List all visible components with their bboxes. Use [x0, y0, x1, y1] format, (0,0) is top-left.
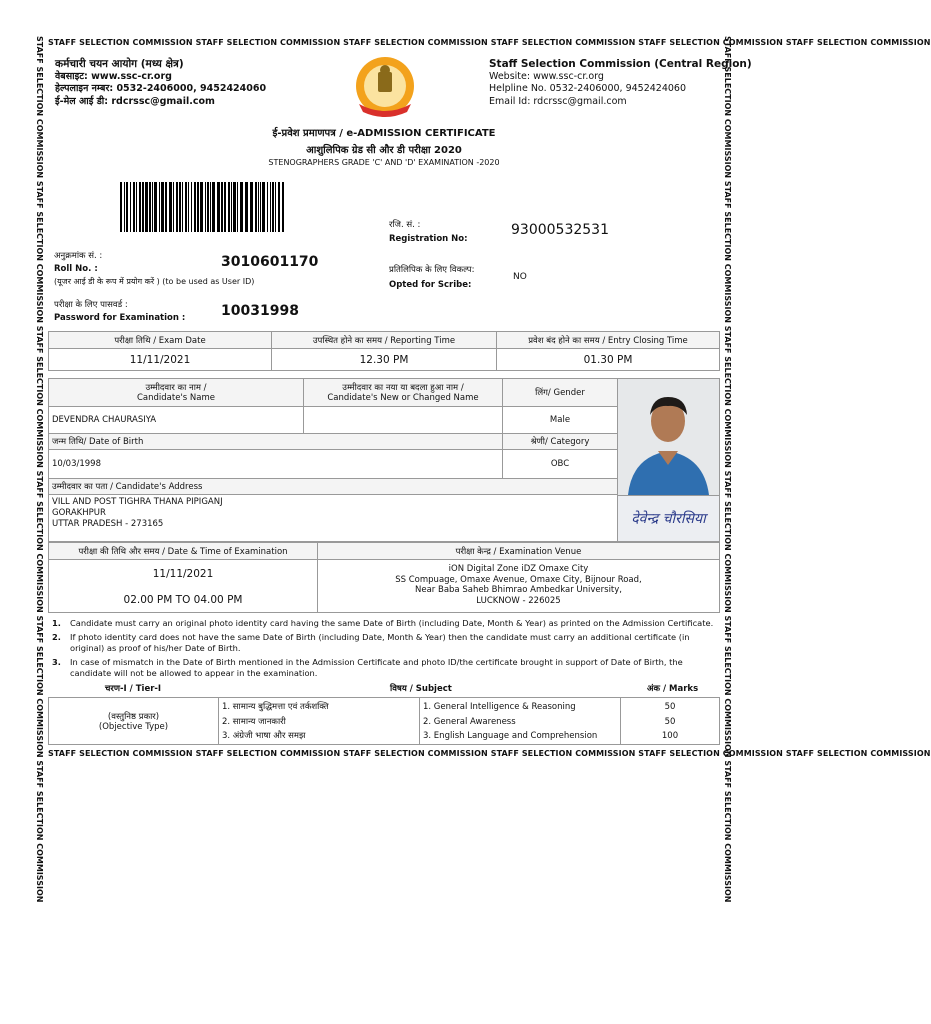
exam-title: STENOGRAPHERS GRADE 'C' AND 'D' EXAMINATION -2020: [268, 158, 500, 167]
new-name-label: Candidate's New or Changed Name: [327, 393, 479, 403]
candidate-name-value: DEVENDRA CHAURASIYA: [48, 406, 304, 434]
subject-hindi-3: 3. अंग्रेजी भाषा और समझ: [222, 731, 306, 741]
address-value: [48, 494, 618, 542]
new-name-header: [303, 378, 503, 407]
instruction-number: 3.: [52, 657, 61, 667]
candidate-signature: [617, 495, 720, 542]
top-border-text: STAFF SELECTION COMMISSION STAFF SELECTION COMMISSION STAFF SELECTION COMMISSION STAFF SELECTION COMMISSION STAFF SELECTION COMMISSION STAFF SELECTION COMMISSION: [48, 38, 931, 47]
subject-label: विषय / Subject: [390, 684, 452, 694]
instruction-text: In case of mismatch in the Date of Birth mentioned in the Admission Certificate and photo ID/the certificate brought in support of Date of Birth, the candidate will not be allowed to appear in the examination.: [70, 657, 683, 678]
subject-english-1: 1. General Intelligence & Reasoning: [423, 702, 576, 712]
venue-line-1: iON Digital Zone iDZ Omaxe City: [448, 564, 589, 574]
marks-2: 50: [664, 716, 676, 727]
candidate-name-label-hindi: उम्मीदवार का नाम /: [145, 383, 207, 393]
candidate-name-label: Candidate's Name: [137, 393, 215, 403]
instruction-number: 2.: [52, 632, 61, 642]
exam-datetime-value: [48, 559, 318, 613]
exam-datetime-header: परीक्षा की तिथि और समय / Date & Time of Examination: [48, 542, 318, 560]
roll-label-hindi: अनुक्रमांक सं. :: [54, 251, 103, 261]
marks-1: 50: [664, 702, 676, 712]
reporting-time-value: 12.30 PM: [271, 348, 497, 371]
exam-date-header: परीक्षा तिथि / Exam Date: [48, 331, 272, 349]
subject-english-2: 2. General Awareness: [423, 716, 516, 727]
dob-header: जन्म तिथि/ Date of Birth: [48, 433, 503, 450]
header-left: [55, 58, 266, 108]
new-name-label-hindi: उम्मीदवार का नया या बदला हुआ नाम /: [342, 383, 464, 393]
instruction-1: [52, 618, 722, 629]
instruction-text: Candidate must carry an original photo identity card having the same Date of Birth (including Date, Month & Year) as printed on the Admission Certificate.: [70, 618, 714, 628]
subject-hindi-1: 1. सामान्य बुद्धिमत्ता एवं तर्कशक्ति: [222, 702, 329, 712]
instruction-2: [52, 632, 722, 653]
reporting-time-header: उपस्थित होने का समय / Reporting Time: [271, 331, 497, 349]
helpline-hindi: हेल्पलाइन नम्बर: 0532-2406000, 9452424060: [55, 83, 267, 94]
marks-cell: [620, 697, 720, 745]
password-label: Password for Examination :: [54, 313, 186, 323]
exam-venue-header: परीक्षा केन्द्र / Examination Venue: [317, 542, 720, 560]
header-right: [489, 58, 752, 108]
address-line-3: UTTAR PRADESH - 273165: [52, 519, 164, 529]
gender-value: Male: [502, 406, 618, 434]
marks-label: अंक / Marks: [647, 684, 699, 694]
password-label-hindi: परीक्षा के लिए पासवर्ड :: [54, 300, 128, 310]
left-border-text: STAFF SELECTION COMMISSION STAFF SELECTION COMMISSION STAFF SELECTION COMMISSION STAFF SELECTION COMMISSION STAFF SELECTION COMMISSION STAFF SELECTION COMMISSION: [35, 36, 44, 903]
objective-type-cell: [48, 697, 219, 745]
scribe-value: NO: [513, 272, 527, 282]
candidate-photo: [617, 378, 720, 496]
exam-date-value: 11/11/2021: [48, 348, 272, 371]
subjects-hindi-cell: [218, 697, 420, 745]
roll-number: 3010601170: [221, 254, 319, 270]
candidate-name-header: [48, 378, 304, 407]
scribe-label-hindi: प्रतिलिपिक के लिए विकल्प:: [389, 265, 475, 275]
exam-date: 11/11/2021: [152, 568, 214, 580]
registration-label: Registration No:: [389, 234, 468, 244]
helpline: Helpline No. 0532-2406000, 9452424060: [489, 83, 687, 94]
subject-english-3: 3. English Language and Comprehension: [423, 731, 598, 741]
tier-label: चरण-I / Tier-I: [105, 684, 162, 694]
roll-label: Roll No. :: [54, 264, 98, 274]
gender-header: लिंग/ Gender: [502, 378, 618, 407]
exam-venue-value: [317, 559, 720, 613]
address-header: उम्मीदवार का पता / Candidate's Address: [48, 478, 618, 495]
category-header: श्रेणी/ Category: [502, 433, 618, 450]
instruction-3: [52, 657, 722, 678]
address-line-2: GORAKHPUR: [52, 508, 106, 518]
venue-line-2: SS Compuage, Omaxe Avenue, Omaxe City, Bijnour Road,: [395, 574, 642, 585]
registration-label-hindi: रजि. सं. :: [389, 220, 421, 230]
barcode: [120, 182, 285, 232]
exam-time: 02.00 PM TO 04.00 PM: [123, 594, 243, 606]
ssc-logo: [345, 52, 425, 122]
new-name-value: [303, 406, 503, 434]
address-line-1: VILL AND POST TIGHRA THANA PIPIGANJ: [52, 497, 223, 507]
registration-number: 93000532531: [511, 222, 609, 238]
bottom-border-text: STAFF SELECTION COMMISSION STAFF SELECTION COMMISSION STAFF SELECTION COMMISSION STAFF SELECTION COMMISSION STAFF SELECTION COMMISSION STAFF SELECTION COMMISSION: [48, 749, 931, 758]
certificate-title: ई-प्रवेश प्रमाणपत्र / e-ADMISSION CERTIFICATE: [272, 128, 496, 139]
category-value: OBC: [502, 449, 618, 479]
objective-type-hindi: (वस्तुनिष्ठ प्रकार): [107, 711, 160, 722]
org-name-hindi: कर्मचारी चयन आयोग (मध्य क्षेत्र): [55, 58, 184, 70]
website-hindi: वेबसाइट: www.ssc-cr.org: [55, 70, 172, 82]
objective-type: (Objective Type): [98, 721, 169, 732]
venue-line-3: Near Baba Saheb Bhimrao Ambedkar University,: [415, 585, 622, 595]
entry-closing-header: प्रवेश बंद होने का समय / Entry Closing Time: [496, 331, 720, 349]
instruction-number: 1.: [52, 618, 61, 628]
venue-line-4: LUCKNOW - 226025: [476, 595, 561, 606]
website: Website: www.ssc-cr.org: [489, 70, 604, 82]
instruction-text: If photo identity card does not have the same Date of Birth (including Date, Month & Year) then the candidate must carry an additional certificate (in original) as proof of his/her Date of Birth.: [70, 632, 690, 653]
subject-hindi-2: 2. सामान्य जानकारी: [222, 716, 286, 727]
email-hindi: ई-मेल आई डी: rdcrssc@gmail.com: [55, 95, 215, 107]
subjects-english-cell: [419, 697, 621, 745]
marks-3: 100: [661, 731, 679, 741]
exam-title-hindi: आशुलिपिक ग्रेड सी और डी परीक्षा 2020: [306, 145, 462, 156]
email: Email Id: rdcrssc@gmail.com: [489, 95, 627, 107]
entry-closing-value: 01.30 PM: [496, 348, 720, 371]
scribe-label: Opted for Scribe:: [389, 280, 472, 290]
right-border-text: STAFF SELECTION COMMISSION STAFF SELECTION COMMISSION STAFF SELECTION COMMISSION STAFF SELECTION COMMISSION STAFF SELECTION COMMISSION STAFF SELECTION COMMISSION: [723, 36, 732, 903]
roll-note: (यूजर आई डी के रूप में प्रयोग करें ) (to be used as User ID): [54, 277, 255, 286]
signature-text: देवेन्द्र चौरसिया: [631, 511, 706, 527]
org-name: Staff Selection Commission (Central Region): [489, 58, 752, 70]
dob-value: 10/03/1998: [48, 449, 503, 479]
password-value: 10031998: [221, 303, 299, 319]
